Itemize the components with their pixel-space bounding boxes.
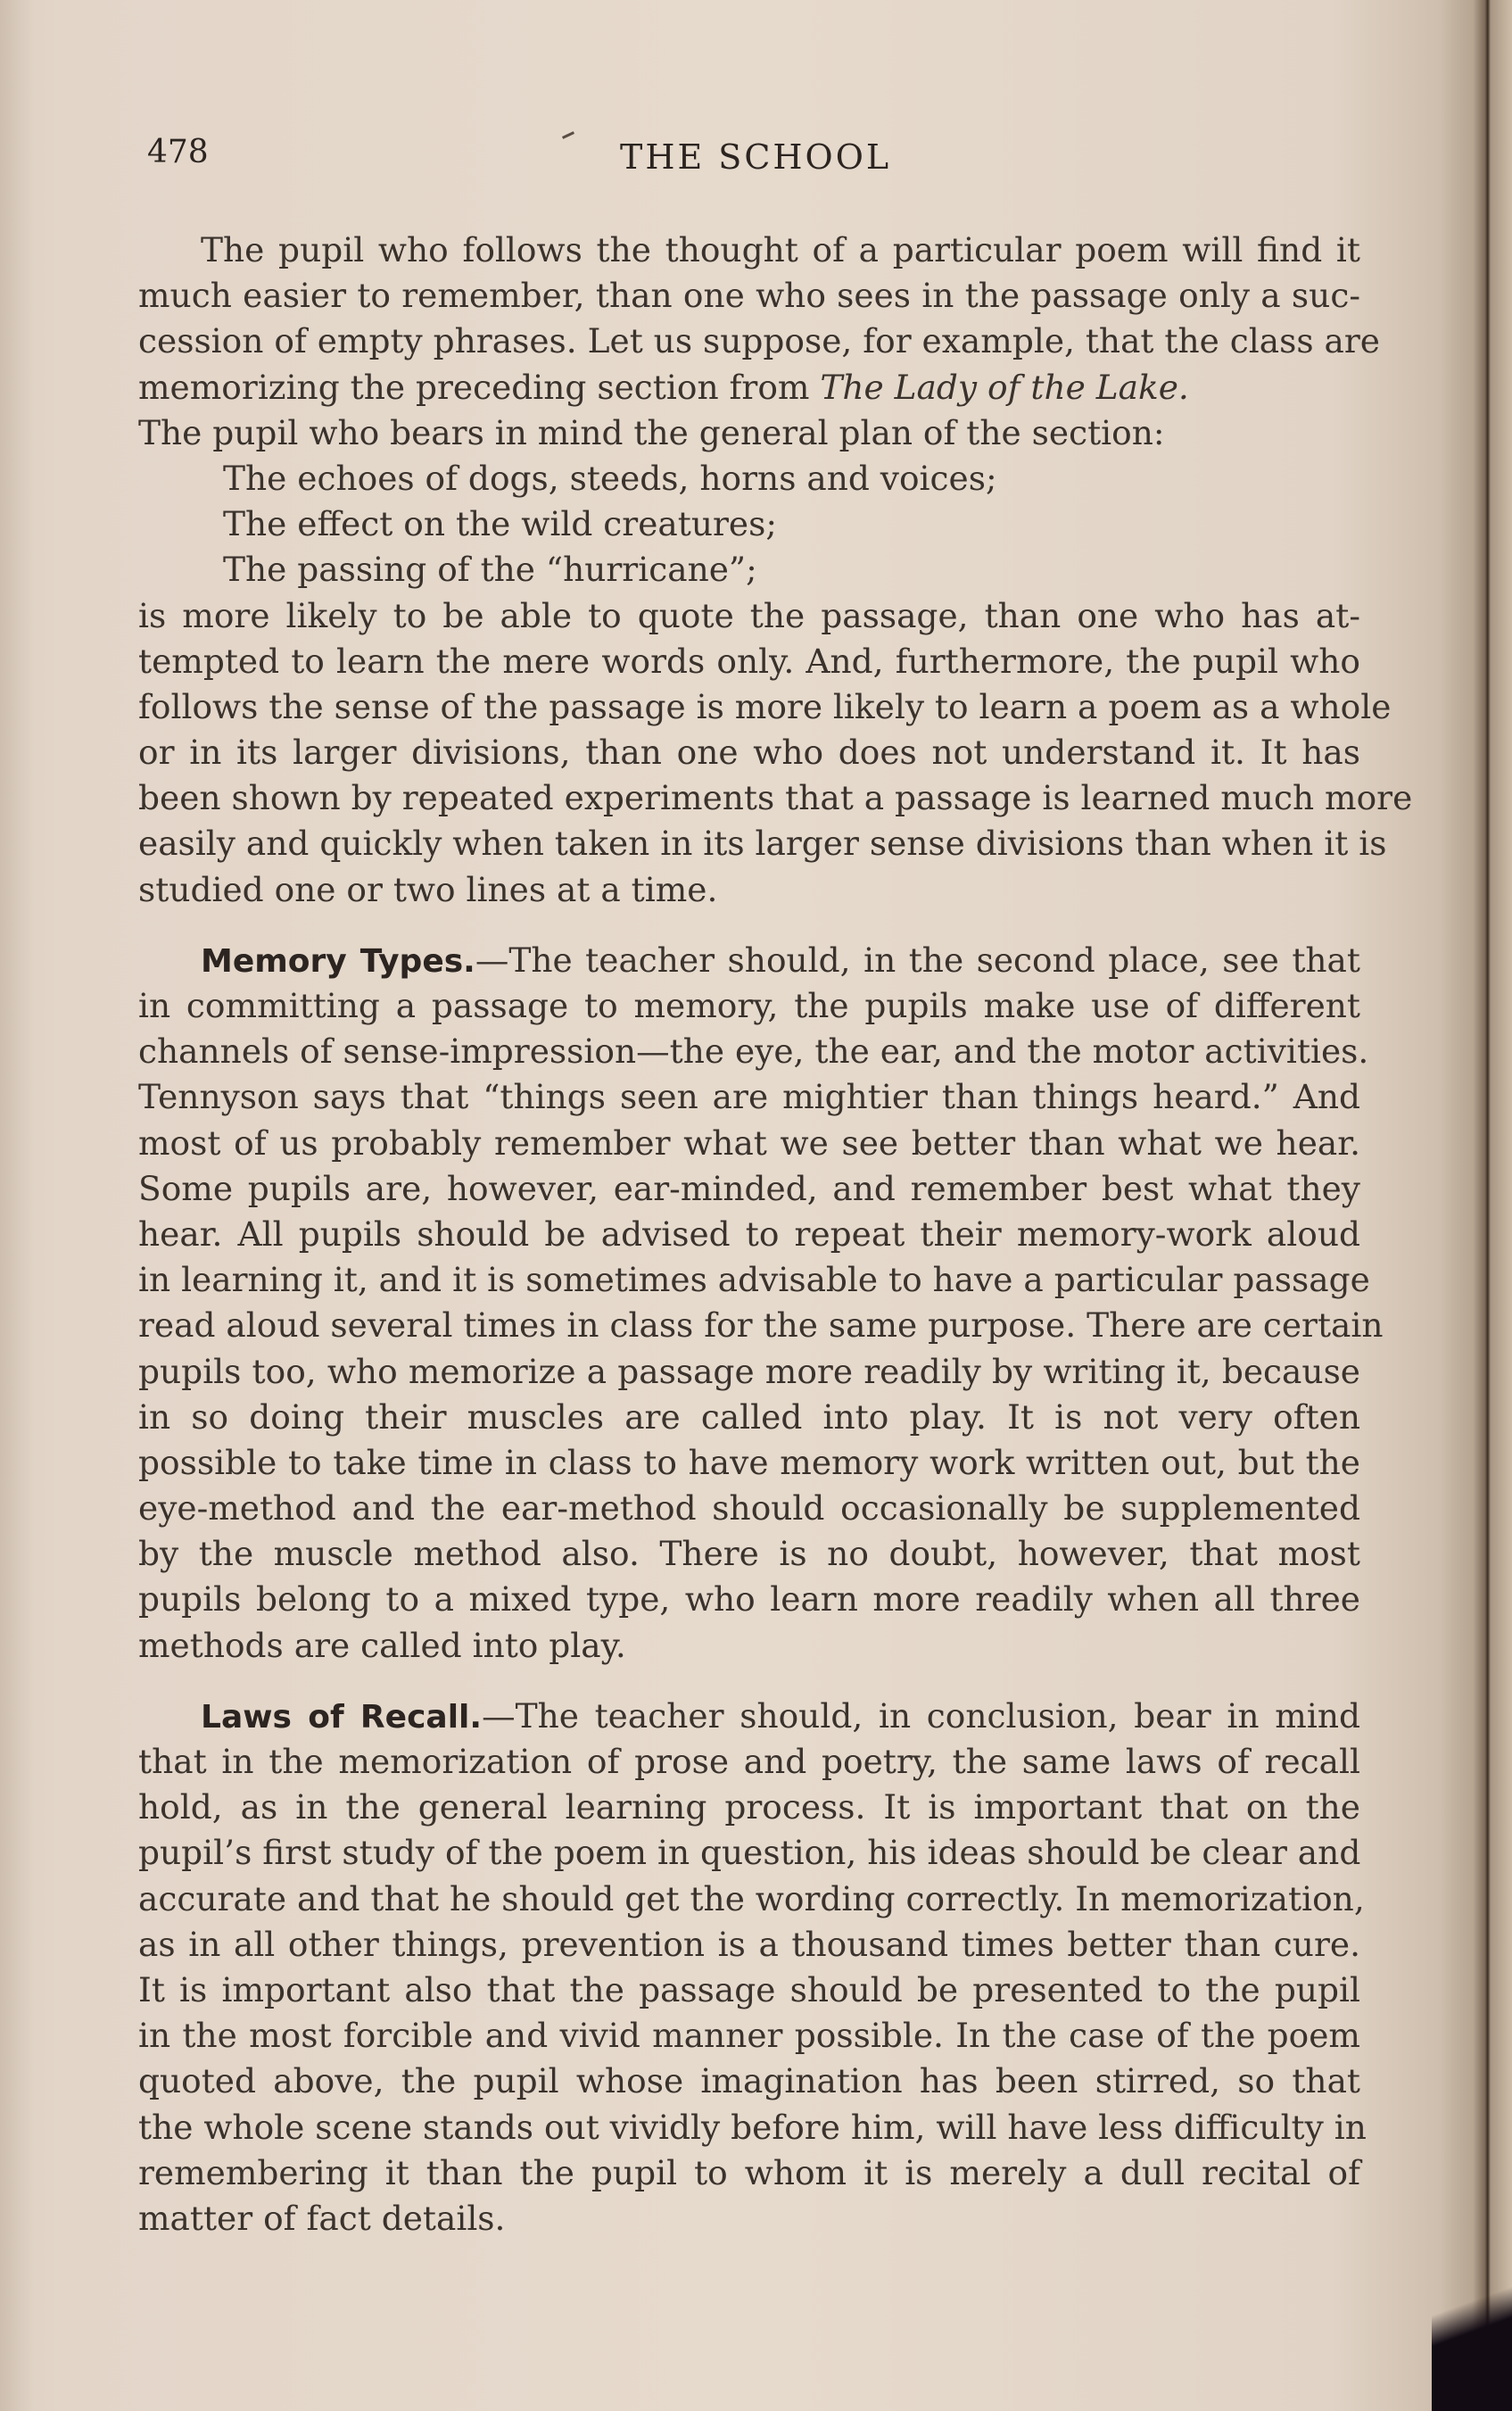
text-line: or in its larger divisions, than one who does not understand it. It has [138, 733, 1360, 773]
text-line: matter of fact details. [138, 2198, 506, 2238]
text-line: channels of sense-impression—the eye, the ear, and the motor activities. [138, 1032, 1369, 1072]
text-line: pupils too, who memorize a passage more readily by writing it, because [138, 1351, 1360, 1391]
text-line: studied one or two lines at a time. [138, 869, 718, 909]
plan-item: The echoes of dogs, steeds, horns and voices; [223, 458, 997, 498]
text-line: possible to take time in class to have memory work written out, but the [138, 1442, 1360, 1482]
text-line: Tennyson says that “things seen are mightier than things heard.” And [138, 1077, 1360, 1117]
section-heading-laws-of-recall: Laws of Recall. [201, 1698, 483, 1736]
text-line: as in all other things, prevention is a thousand times better than cure. [138, 1924, 1360, 1964]
text-line: accurate and that he should get the wording correctly. In memorization, [138, 1878, 1365, 1918]
text-line: remembering it than the pupil to whom it is merely a dull recital of [138, 2152, 1360, 2192]
body-text [138, 228, 1413, 2241]
text-line: hold, as in the general learning process. It is important that on the [138, 1787, 1360, 1827]
text-line: in so doing their muscles are called into play. It is not very often [138, 1396, 1360, 1437]
running-title: THE SCHOOL [620, 137, 892, 177]
page-left-edge-shadow [0, 0, 34, 2411]
page-number: 478 [147, 134, 209, 170]
text-fragment: —The teacher should, in conclusion, bear in mind [482, 1695, 1360, 1736]
text-line: cession of empty phrases. Let us suppose, for example, that the class are [138, 321, 1380, 361]
text-line: eye-method and the ear-method should occasionally be supplemented [138, 1488, 1360, 1529]
work-title: The Lady of the Lake. [820, 367, 1189, 407]
text-line: been shown by repeated experiments that a passage is learned much more [138, 778, 1413, 818]
text-line: quoted above, the pupil whose imagination has been stirred, so that [138, 2061, 1360, 2101]
paragraph-gap [138, 913, 1360, 938]
text-line: follows the sense of the passage is more likely to learn a poem as a whole [138, 686, 1392, 726]
text-line: pupils belong to a mixed type, who learn more readily when all three [138, 1579, 1360, 1620]
running-header [147, 134, 1374, 187]
paragraph-gap [138, 1669, 1360, 1694]
text-line: hear. All pupils should be advised to repeat their memory-work aloud [138, 1214, 1360, 1254]
text-fragment: —The teacher should, in the second place, see that [475, 940, 1360, 980]
plan-intro: The pupil who bears in mind the general plan of the section: [138, 412, 1165, 452]
text-line: the whole scene stands out vividly before him, will have less difficulty in [138, 2107, 1367, 2147]
text-line [138, 938, 1360, 983]
text-line [138, 1694, 1360, 1739]
text-line [138, 365, 1360, 410]
plan-item: The passing of the “hurricane”; [223, 550, 757, 590]
plan-item: The effect on the wild creatures; [223, 504, 777, 544]
text-line: most of us probably remember what we see better than what we hear. [138, 1123, 1360, 1163]
text-line: pupil’s first study of the poem in question, his ideas should be clear and [138, 1833, 1361, 1873]
text-line: It is important also that the passage should be presented to the pupil [138, 1969, 1360, 2009]
text-line: that in the memorization of prose and poetry, the same laws of recall [138, 1742, 1360, 1781]
text-line: tempted to learn the mere words only. And, furthermore, the pupil who [138, 641, 1360, 681]
text-line: methods are called into play. [138, 1625, 626, 1665]
page-right-edge-binding [1441, 0, 1512, 2411]
dark-corner-background [1432, 2233, 1512, 2411]
text-line: read aloud several times in class for the same purpose. There are certain [138, 1305, 1384, 1346]
text-line: The pupil who follows the thought of a particular poem will find it [201, 230, 1360, 269]
text-line: in learning it, and it is sometimes advisable to have a particular passage [138, 1260, 1370, 1300]
text-fragment: memorizing the preceding section from [138, 367, 821, 407]
text-line: by the muscle method also. There is no doubt, however, that most [138, 1534, 1360, 1574]
text-line: is more likely to be able to quote the passage, than one who has at- [138, 595, 1360, 635]
section-heading-memory-types: Memory Types. [201, 942, 475, 980]
text-line: in committing a passage to memory, the pupils make use of different [138, 986, 1360, 1025]
text-line: in the most forcible and vivid manner possible. In the case of the poem [138, 2016, 1360, 2056]
text-line: Some pupils are, however, ear-minded, and remember best what they [138, 1168, 1360, 1208]
text-line: much easier to remember, than one who sees in the passage only a suc- [138, 276, 1360, 316]
text-line: easily and quickly when taken in its larger sense divisions than when it is [138, 824, 1387, 864]
